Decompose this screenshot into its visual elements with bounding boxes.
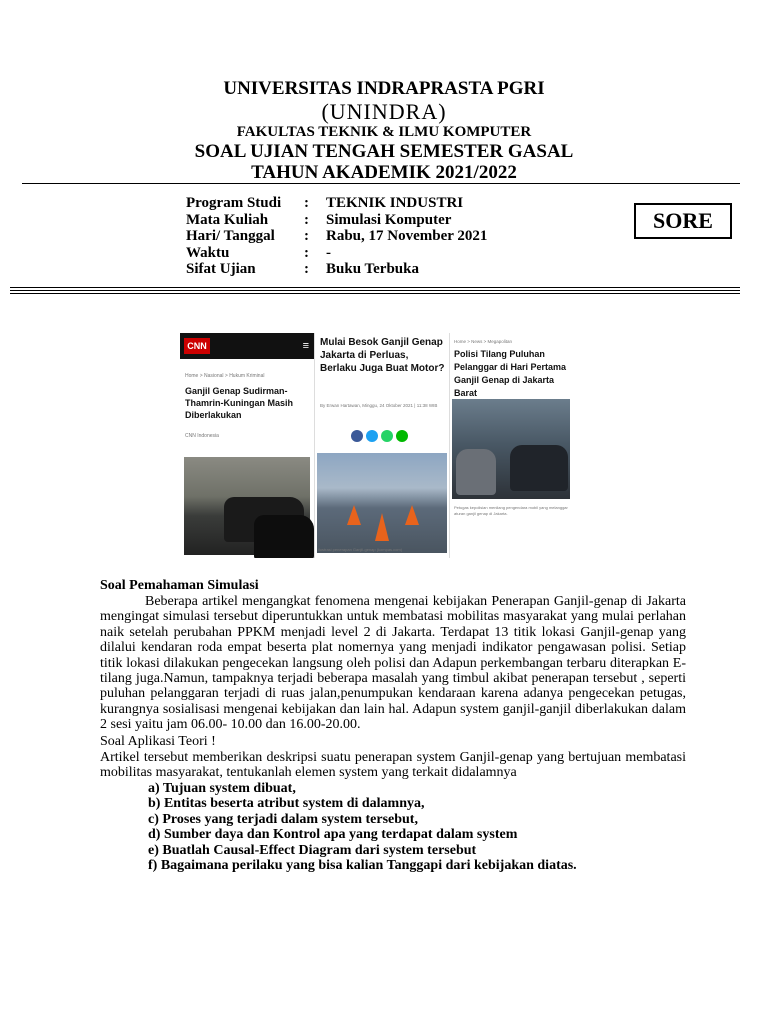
- application-title: Soal Aplikasi Teori !: [100, 734, 216, 749]
- info-value: Buku Terbuka: [326, 261, 419, 277]
- info-row-nature: [186, 261, 487, 278]
- info-sep: :: [304, 228, 309, 244]
- info-sep: :: [304, 261, 309, 277]
- info-label: Mata Kuliah: [186, 211, 269, 228]
- news-headline: Polisi Tilang Puluhan Pelanggar di Hari Pertama Ganjil Genap di Jakarta Barat: [454, 349, 567, 398]
- news-photo-traffic: [184, 457, 310, 555]
- case-paragraph: Beberapa artikel mengangkat fenomena mengenai kebijakan Penerapan Ganjil-genap di Jakarta mengingat simulasi tersebut diperuntukkan untuk membatasi mobilitas masyarakat yang mulai perlahan naik setelah perubahan PPKM menjadi level 2 di Jakarta. Terdapat 13 titik lokasi Ganjil-genap yang dilalui kendaran roda empat beserta plat nomernya yang menjadi indikator pengawasan polisi. Setiap titik lokasi dilakukan pengecekan langsung oleh polisi dan Adapun perkembangan terbaru diterapkan E-tilang juga.Namun, tampaknya terjadi beberapa masalah yang timbul akibat penerapan tersebut , seperti puluhan pelanggaran terjadi di ruas jalan,penumpukan kendaraan karena adanya pengecekan petugas, kurangnya sosialisasi mengenai kebijakan dan lain hal. Adapun system ganjil-ganjil diberlakukan dalam 2 sesi yaitu jam 06.00- 10.00 dan 16.00-20.00.: [100, 594, 686, 733]
- traffic-cone-shape: [405, 505, 419, 525]
- question-list: [148, 781, 577, 873]
- info-value: Rabu, 17 November 2021: [326, 228, 488, 244]
- hamburger-menu-icon: ≡: [302, 340, 309, 352]
- news-panel-motor: [315, 333, 450, 558]
- double-rule-top: [10, 287, 740, 288]
- traffic-cone-shape: [347, 505, 361, 525]
- news-panel-cnn: [180, 333, 315, 558]
- news-caption: ilustrasi penerapan Ganjil-genap (kompas.com): [318, 547, 403, 552]
- session-badge: SORE: [634, 203, 732, 239]
- info-label: Hari/ Tanggal: [186, 228, 275, 244]
- info-value: TEKNIK INDUSTRI: [326, 195, 464, 211]
- info-value: Simulasi Komputer: [326, 211, 452, 228]
- facebook-icon: [351, 430, 363, 442]
- news-source: CNN Indonesia: [185, 433, 219, 439]
- question-item: e) Buatlah Causal-Effect Diagram dari system tersebut: [148, 842, 477, 858]
- instruction-paragraph: Artikel tersebut memberikan deskripsi suatu penerapan system Ganjil-genap yang bertujuan membatasi mobilitas masyarakat, tentukanlah elemen system yang terkait didalamnya: [100, 750, 686, 781]
- info-sep: :: [304, 195, 309, 211]
- question-item: a) Tujuan system dibuat,: [148, 781, 296, 796]
- info-sep: :: [304, 211, 309, 228]
- double-rule-bottom: [10, 293, 740, 294]
- question-item: b) Entitas beserta atribut system di dalamnya,: [148, 796, 425, 812]
- car-shape: [456, 449, 496, 495]
- question-item: d) Sumber daya dan Kontrol apa yang terdapat dalam system: [148, 827, 518, 843]
- header-divider: [22, 183, 740, 184]
- line-icon: [396, 430, 408, 442]
- info-row-date: [186, 228, 487, 245]
- faculty-name: FAKULTAS TEKNIK & ILMU KOMPUTER: [236, 124, 532, 140]
- news-photo-police: [452, 399, 570, 499]
- double-rule-mid: [10, 290, 740, 291]
- car-shape: [254, 515, 314, 558]
- news-photo-cones: [317, 453, 447, 553]
- car-shape: [510, 445, 568, 491]
- university-name: UNIVERSITAS INDRAPRASTA PGRI: [223, 78, 545, 99]
- info-row-time: [186, 245, 487, 262]
- question-item: f) Bagaimana perilaku yang bisa kalian Tanggapi dari kebijakan diatas.: [148, 858, 577, 874]
- info-label: Sifat Ujian: [186, 261, 256, 277]
- news-headline: Ganjil Genap Sudirman-Thamrin-Kuningan Masih Diberlakukan: [185, 386, 293, 420]
- question-item: c) Proses yang terjadi dalam system tersebut,: [148, 811, 418, 827]
- twitter-icon: [366, 430, 378, 442]
- traffic-cone-shape: [375, 513, 389, 541]
- share-icons: [351, 429, 411, 447]
- news-collage: [180, 333, 572, 558]
- section-title: Soal Pemahaman Simulasi: [100, 578, 259, 593]
- info-row-program: [186, 195, 487, 212]
- news-breadcrumb: Home > Nasional > Hukum Kriminal: [185, 373, 265, 379]
- info-label: Program Studi: [186, 195, 282, 211]
- info-sep: :: [304, 244, 309, 261]
- news-headline: Mulai Besok Ganjil Genap Jakarta di Perluas, Berlaku Juga Buat Motor?: [320, 337, 445, 374]
- news-breadcrumb: Home > News > Megapolitan: [454, 339, 513, 344]
- news-caption: Petugas kepolisian menilang pengendara mobil yang melanggar aturan ganjil genap di Jakarta.: [454, 505, 568, 516]
- cnn-logo: CNN: [184, 338, 210, 354]
- info-row-course: [186, 212, 487, 229]
- news-panel-tilang: [450, 333, 572, 558]
- exam-title: SOAL UJIAN TENGAH SEMESTER GASAL: [194, 141, 574, 162]
- news-byline: By Erwan Hartawan, Minggu, 24 Oktober 2021 | 11:38 WIB: [320, 403, 438, 408]
- whatsapp-icon: [381, 430, 393, 442]
- info-value: -: [326, 244, 331, 261]
- academic-year: TAHUN AKADEMIK 2021/2022: [251, 162, 517, 183]
- info-label: Waktu: [186, 244, 230, 261]
- university-abbreviation: (UNINDRA): [321, 99, 447, 124]
- exam-info-table: [186, 195, 487, 278]
- cnn-header-bar: [180, 333, 314, 359]
